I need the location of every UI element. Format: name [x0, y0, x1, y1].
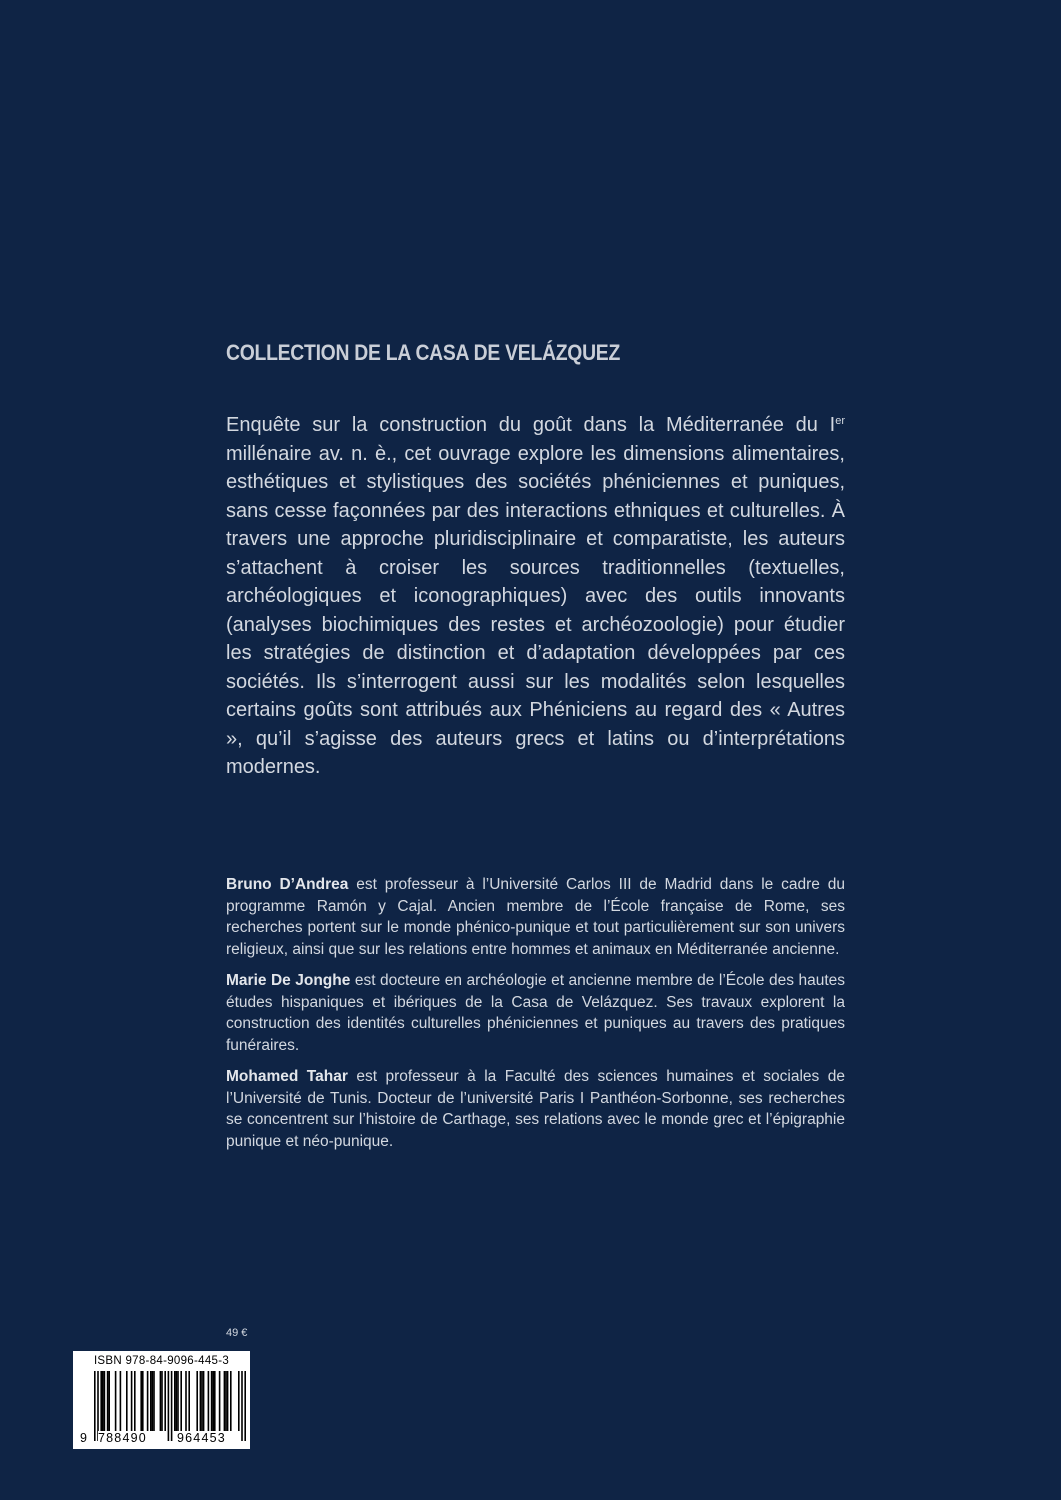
barcode-bar: [120, 1371, 122, 1431]
barcode-guard-bar: [241, 1371, 243, 1441]
barcode-bar: [230, 1371, 232, 1431]
barcode-bar: [131, 1371, 133, 1431]
collection-title: COLLECTION DE LA CASA DE VELÁZQUEZ: [226, 340, 621, 365]
ean-first-digit: 9: [80, 1431, 87, 1445]
barcode-bar: [152, 1371, 154, 1431]
barcode-bar: [196, 1371, 198, 1431]
barcode-bar: [153, 1371, 155, 1431]
author-bio: [226, 1066, 845, 1152]
author-bio: [226, 970, 845, 1056]
barcode-bar: [219, 1371, 221, 1431]
barcode-bar: [164, 1371, 166, 1431]
barcode-bar: [211, 1371, 213, 1431]
barcode-guard-bar: [94, 1371, 96, 1441]
summary-text-start: Enquête sur la construction du goût dans la Méditerranée du I: [226, 414, 836, 436]
author-bio: [226, 874, 845, 960]
barcode-bar: [161, 1371, 163, 1431]
barcode-bar: [214, 1371, 216, 1431]
isbn-barcode: [73, 1351, 250, 1449]
barcode-bar: [185, 1371, 187, 1431]
price-label: 49 €: [226, 1327, 248, 1339]
barcode-guard-bar: [171, 1371, 173, 1441]
summary-superscript: er: [835, 415, 845, 427]
barcode-bar: [208, 1371, 210, 1431]
barcode-bar: [115, 1371, 117, 1431]
barcode-bar: [203, 1371, 205, 1431]
barcode-bar: [126, 1371, 128, 1431]
barcode-guard-bar: [168, 1371, 170, 1441]
barcode-bar: [107, 1371, 109, 1431]
barcode-bar: [200, 1371, 202, 1431]
barcode-bar: [225, 1371, 227, 1431]
barcode-bar: [140, 1371, 142, 1431]
barcode-bar: [212, 1371, 214, 1431]
barcode-bar: [176, 1371, 178, 1431]
barcode-bar: [134, 1371, 136, 1431]
barcode-bar: [224, 1371, 226, 1431]
barcode-bar: [100, 1371, 102, 1431]
barcode-bar: [201, 1371, 203, 1431]
ean-left-digits: 788490: [98, 1431, 147, 1445]
summary-paragraph: [226, 411, 845, 782]
isbn-label: ISBN 978-84-9096-445-3: [93, 1355, 230, 1367]
author-bio-text: est professeur à la Faculté des sciences humaines et sociales de l’Université de Tunis. Docteur de l’université Paris I Panthéon-Sorbonne, ses recherches se concentrent sur l’histoire de Carthage, ses relations avec le monde grec et l’épigraphie punique et néo-punique.: [226, 1068, 845, 1150]
barcode-bar: [147, 1371, 149, 1431]
barcode-bar: [174, 1371, 176, 1431]
barcode-bar: [188, 1371, 190, 1431]
barcode-bar: [104, 1371, 106, 1431]
author-name: Bruno D’Andrea: [226, 876, 349, 893]
barcode-bar: [142, 1371, 144, 1431]
summary-text-rest: millénaire av. n. è., cet ouvrage explore les dimensions alimentaires, esthétiques et stylistiques des sociétés phéniciennes et puniques, sans cesse façonnées par des interactions ethniques et culturelles. À travers une approche pluridisciplinaire et comparatiste, les auteurs s’attachent à croiser les sources traditionnelles (textuelles, archéologiques et iconographiques) avec des outils innovants (analyses biochimiques des restes et archéozoologie) pour étudier les stratégies de distinction et d’adaptation développées par ces sociétés. Ils s’interrogent aussi sur les modalités selon lesquelles certains goûts sont attribués aux Phéniciens au regard des « Autres », qu’il s’agisse des auteurs grecs et latins ou d’interprétations modernes.: [226, 442, 845, 778]
barcode-bar: [238, 1371, 240, 1431]
author-name: Marie De Jonghe: [226, 972, 351, 989]
author-bio-text: est docteure en archéologie et ancienne membre de l’École des hautes études hispaniques et ibériques de la Casa de Velázquez. Ses travaux explorent la construction des identités culturelles phéniciennes et puniques au travers des pratiques funéraires.: [226, 972, 845, 1054]
author-bio-text: est professeur à l’Université Carlos III de Madrid dans le cadre du programme Ramón y Cajal. Ancien membre de l’École française de Rome, ses recherches portent sur le monde phénico-punique et tout particulièrement sur son univers religieux, ainsi que sur les relations entre hommes et animaux en Méditerranée ancienne.: [226, 876, 845, 958]
barcode-bar: [150, 1371, 152, 1431]
barcode-bar: [102, 1371, 104, 1431]
barcode-bar: [180, 1371, 182, 1431]
ean-right-digits: 964453: [177, 1431, 226, 1445]
barcode-bar: [108, 1371, 110, 1431]
barcode-bar: [160, 1371, 162, 1431]
barcode-bar: [177, 1371, 179, 1431]
authors-section: [226, 874, 845, 1162]
barcode-guard-bar: [244, 1371, 246, 1441]
author-name: Mohamed Tahar: [226, 1068, 348, 1085]
barcode-bar: [227, 1371, 229, 1431]
